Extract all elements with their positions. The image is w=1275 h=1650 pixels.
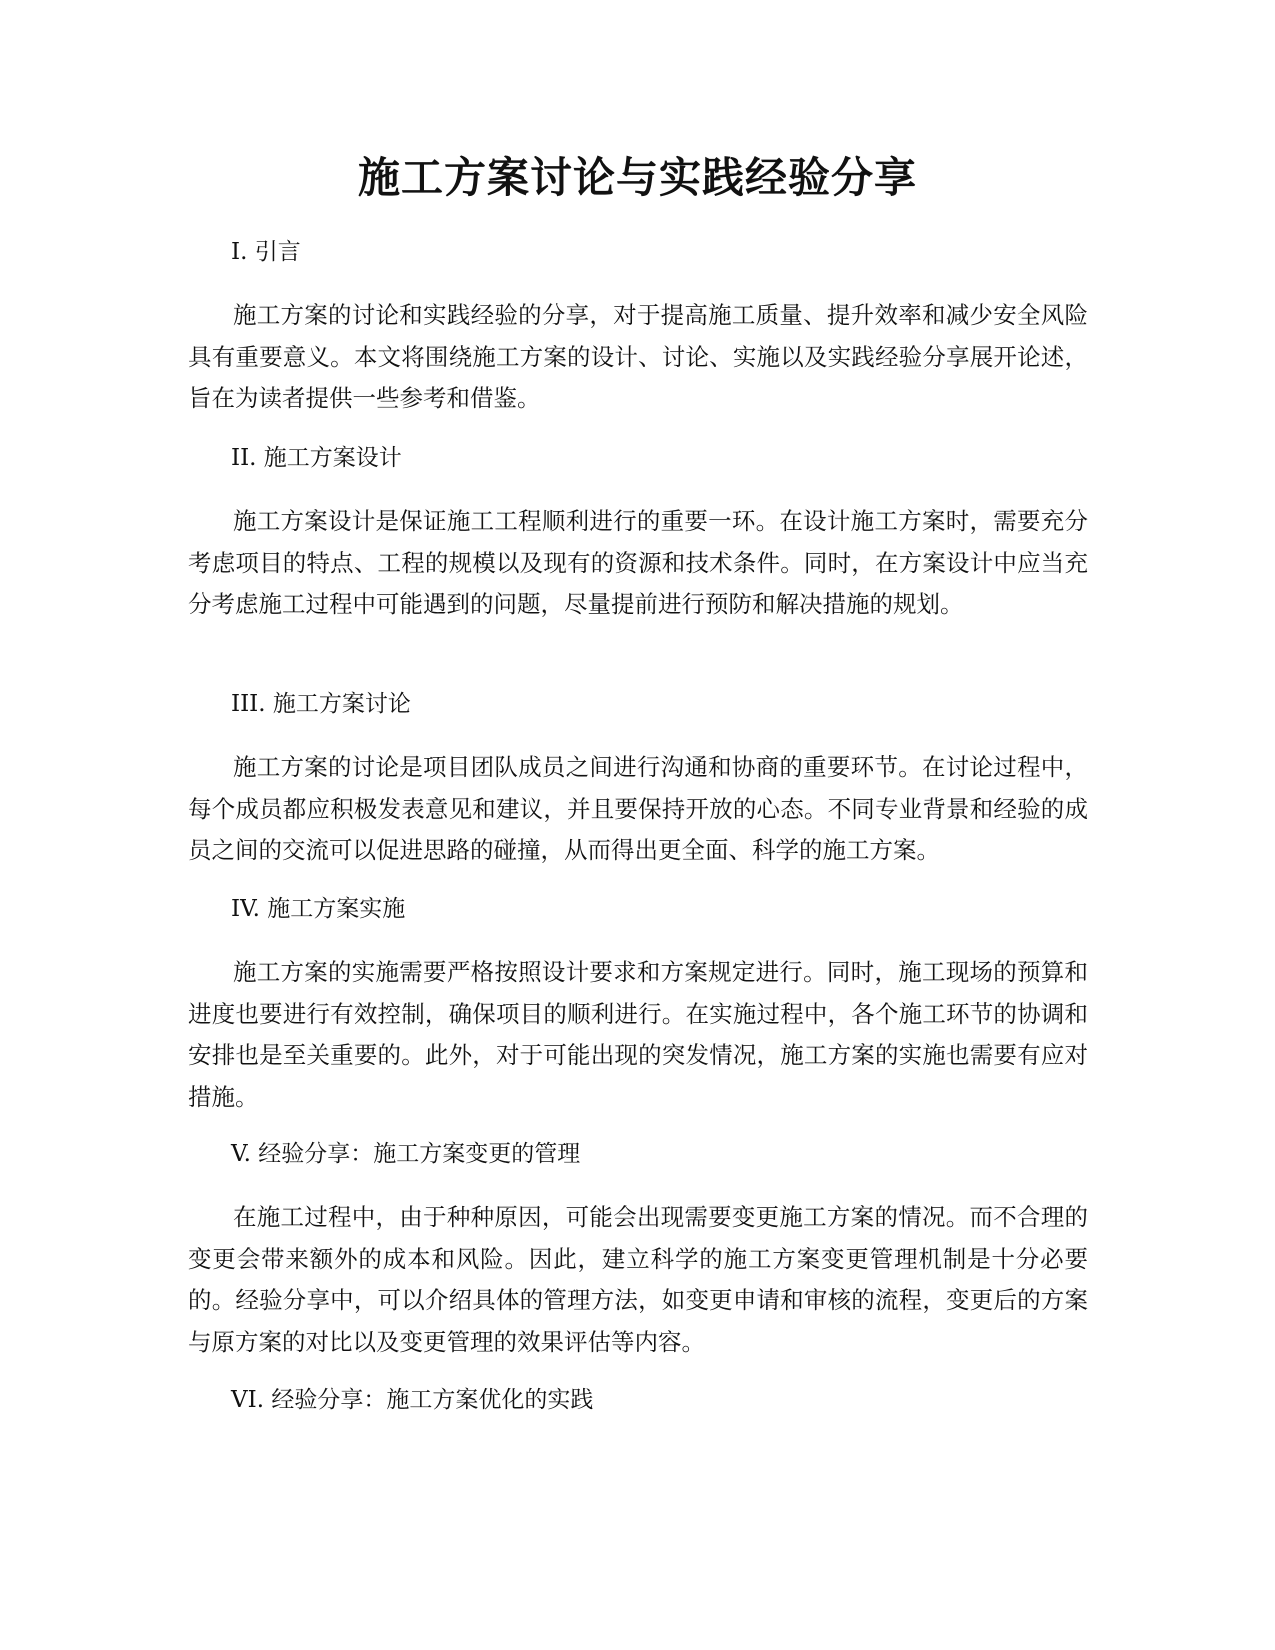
section-heading-implementation: IV. 施工方案实施: [231, 896, 406, 922]
section-body-discussion: 施工方案的讨论是项目团队成员之间进行沟通和协商的重要环节。在讨论过程中，每个成员都应积极发表意见和建议，并且要保持开放的心态。不同专业背景和经验的成员之间的交流可以促进思路的碰撞，从而得出更全面、科学的施工方案。: [188, 753, 1088, 864]
section-heading-introduction: I. 引言: [231, 239, 301, 265]
section-body-change-management: 在施工过程中，由于种种原因，可能会出现需要变更施工方案的情况。而不合理的变更会带来额外的成本和风险。因此，建立科学的施工方案变更管理机制是十分必要的。经验分享中，可以介绍具体的管理方法，如变更申请和审核的流程，变更后的方案与原方案的对比以及变更管理的效果评估等内容。: [188, 1203, 1088, 1356]
section-heading-discussion: III. 施工方案讨论: [231, 691, 411, 717]
section-body-implementation: 施工方案的实施需要严格按照设计要求和方案规定进行。同时，施工现场的预算和进度也要进行有效控制，确保项目的顺利进行。在实施过程中，各个施工环节的协调和安排也是至关重要的。此外，对于可能出现的突发情况，施工方案的实施也需要有应对措施。: [188, 958, 1088, 1111]
section-body-introduction: 施工方案的讨论和实践经验的分享，对于提高施工质量、提升效率和减少安全风险具有重要意义。本文将围绕施工方案的设计、讨论、实施以及实践经验分享展开论述，旨在为读者提供一些参考和借鉴。: [188, 301, 1088, 412]
section-heading-optimization: VI. 经验分享：施工方案优化的实践: [231, 1387, 594, 1413]
section-heading-design: II. 施工方案设计: [231, 445, 402, 471]
section-heading-change-management: V. 经验分享：施工方案变更的管理: [231, 1141, 581, 1167]
section-body-design: 施工方案设计是保证施工工程顺利进行的重要一环。在设计施工方案时，需要充分考虑项目的特点、工程的规模以及现有的资源和技术条件。同时，在方案设计中应当充分考虑施工过程中可能遇到的问题，尽量提前进行预防和解决措施的规划。: [188, 507, 1088, 618]
document-title: 施工方案讨论与实践经验分享: [357, 153, 917, 202]
